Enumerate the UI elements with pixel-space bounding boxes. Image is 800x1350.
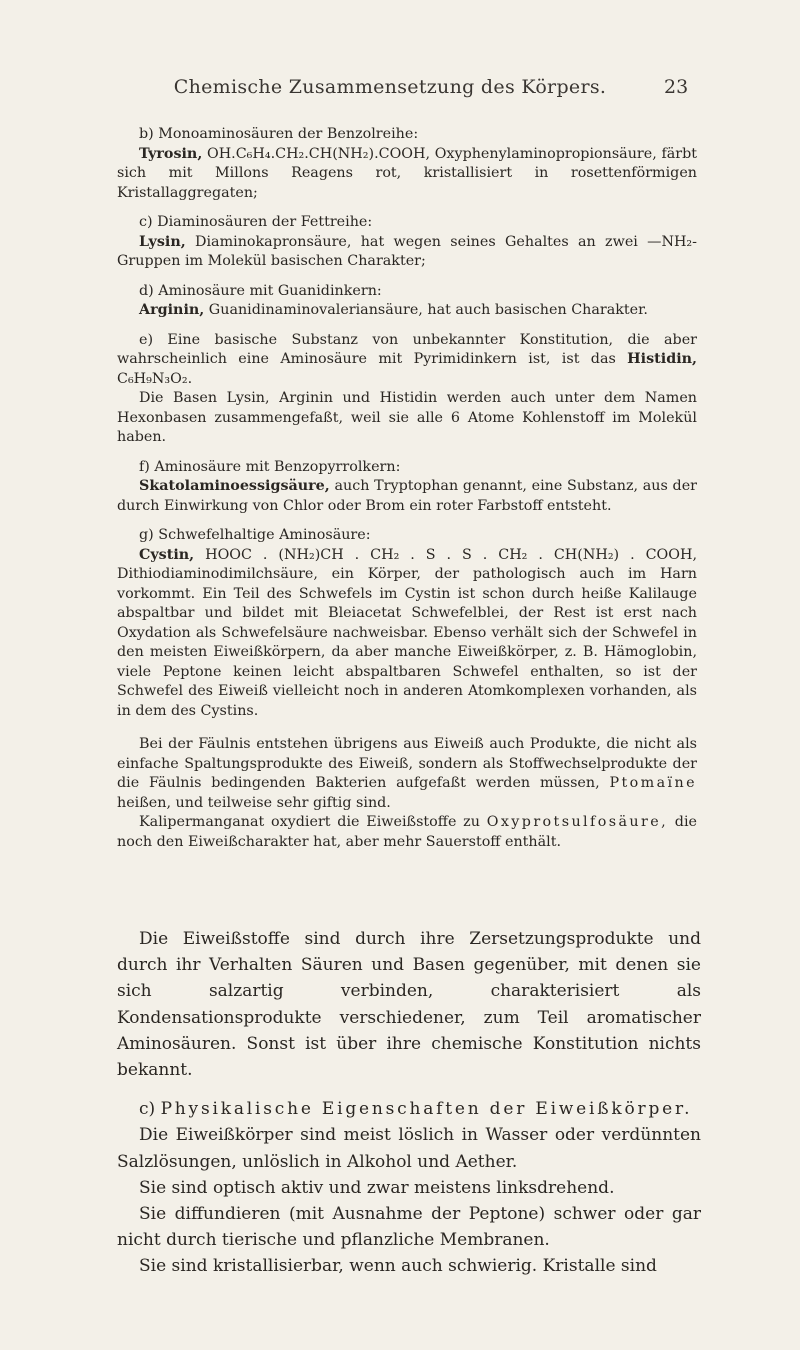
small-print-section [117, 125, 697, 852]
item-c-text: Diaminokapronsäure, hat wegen seines Gehaltes an zwei —NH₂-Gruppen im Molekül basischen Charakter; [117, 233, 697, 269]
page-number: 23 [664, 76, 689, 98]
running-head-title: Chemische Zusammensetzung des Körpers. [173, 76, 607, 98]
diffusion-paragraph: Sie diffundieren (mit Ausnahme der Peptone) schwer oder gar nicht durch tierische und pflanzliche Membranen. [117, 1204, 701, 1251]
section-c-title: Physikalische Eigenschaften der Eiweißkörper. [160, 1099, 693, 1120]
item-f-text: auch Tryptophan genannt, eine Substanz, aus der durch Einwirkung von Chlor oder Brom ein roter Farbstoff entsteht. [117, 478, 697, 514]
item-c-heading: c) Diaminosäuren der Fettreihe: [139, 214, 373, 230]
item-g-heading: g) Schwefelhaltige Aminosäure: [139, 527, 371, 543]
term-histidin: Histidin, [627, 351, 697, 367]
faeulnis-text-b: heißen, und teilweise sehr giftig sind. [117, 794, 391, 811]
solubility-paragraph: Die Eiweißkörper sind meist löslich in Wasser oder verdünnten Salzlösungen, unlöslich in Alkohol und Aether. [117, 1125, 701, 1172]
term-oxyprotsulfosaeure: Oxyprotsulfosäure, [486, 814, 669, 830]
kali-text-b: die noch den Eiweißcharakter hat, aber mehr Sauerstoff enthält. [117, 814, 697, 850]
kali-text-a: Kalipermanganat oxydiert die Eiweißstoffe zu [139, 814, 487, 830]
item-g-text: HOOC . (NH₂)CH . CH₂ . S . S . CH₂ . CH(NH₂) . COOH, Dithiodiaminodimilchsäure, ein Körper, der pathologisch auch im Harn vorkommt. Ein Teil des Schwefels im Cystin ist schon durch heiße Kalilauge abspaltbar und bildet mit Bleiacetat Schwefelblei, der Rest ist erst nach Oxydation als Schwefelsäure nachweisbar. Ebenso verhält sich der Schwefel in den meisten Eiweißkörpern, da aber manche Eiweißkörper, z. B. Hämoglobin, viele Peptone keinen leicht abspaltbaren Schwefel enthalten, so ist der Schwefel des Eiweiß vielleicht noch in anderen Atomkomplexen vorhanden, als in dem des Cystins. [117, 546, 697, 719]
term-tyrosin: Tyrosin, [139, 145, 203, 162]
item-b-heading: b) Monoaminosäuren der Benzolreihe: [139, 126, 419, 142]
optical-activity-paragraph: Sie sind optisch aktiv und zwar meistens linksdrehend. [139, 1177, 615, 1198]
term-ptomaine: Ptomaïne [609, 775, 697, 791]
running-header [0, 76, 800, 106]
kalipermanganat-paragraph [117, 813, 697, 852]
term-arginin: Arginin, [139, 302, 205, 318]
faeulnis-paragraph [117, 735, 697, 813]
term-skatolaminoessigsaeure: Skatolaminoessigsäure, [139, 478, 330, 494]
hexonbasen-paragraph: Die Basen Lysin, Arginin und Histidin werden auch unter dem Namen Hexonbasen zusammengefaßt, weil sie alle 6 Atome Kohlenstoff im Molekül haben. [117, 390, 697, 445]
term-cystin: Cystin, [139, 546, 195, 563]
item-e-text: e) Eine basische Substanz von unbekannter Konstitution, die aber wahrscheinlich eine Aminosäure mit Pyrimidinkern ist, ist das [117, 331, 697, 367]
main-text-section [117, 926, 701, 1280]
item-f-body [117, 477, 697, 516]
constitution-paragraph: Die Eiweißstoffe sind durch ihre Zersetzungsprodukte und durch ihr Verhalten Säuren und Basen gegenüber, mit denen sie sich salzartig verbinden, charakterisiert als Kondensationsprodukte verschiedener, zum Teil aromatischer Aminosäuren. Sonst ist über ihre chemische Konstitution nichts bekannt. [117, 929, 701, 1081]
histidin-formula: C₆H₉N₃O₂. [117, 370, 193, 387]
item-c-body [117, 233, 697, 272]
section-c-heading [117, 1096, 701, 1122]
item-e-body [117, 331, 697, 390]
crystallization-paragraph: Sie sind kristallisierbar, wenn auch schwierig. Kristalle sind [139, 1256, 657, 1277]
item-b-body [117, 145, 697, 204]
section-c-label: c) [139, 1099, 161, 1120]
item-f-heading: f) Aminosäure mit Benzopyrrolkern: [139, 458, 401, 475]
item-d-heading: d) Aminosäure mit Guanidinkern: [139, 282, 382, 299]
term-lysin: Lysin, [139, 233, 186, 250]
faeulnis-text-a: Bei der Fäulnis entstehen übrigens aus Eiweiß auch Produkte, die nicht als einfache Spaltungsprodukte des Eiweiß, sondern als Stoffwechselprodukte der die Fäulnis bedingenden Bakterien aufgefaßt werden müssen, [117, 736, 697, 791]
item-g-body [117, 546, 697, 722]
item-d-body [117, 301, 697, 321]
item-d-text: Guanidinaminovaleriansäure, hat auch basischen Charakter. [204, 302, 648, 318]
item-b-text: OH.C₆H₄.CH₂.CH(NH₂).COOH, Oxyphenylaminopropionsäure, färbt sich mit Millons Reagens rot, kristallisiert in rosettenförmigen Kristallaggregaten; [117, 145, 697, 201]
